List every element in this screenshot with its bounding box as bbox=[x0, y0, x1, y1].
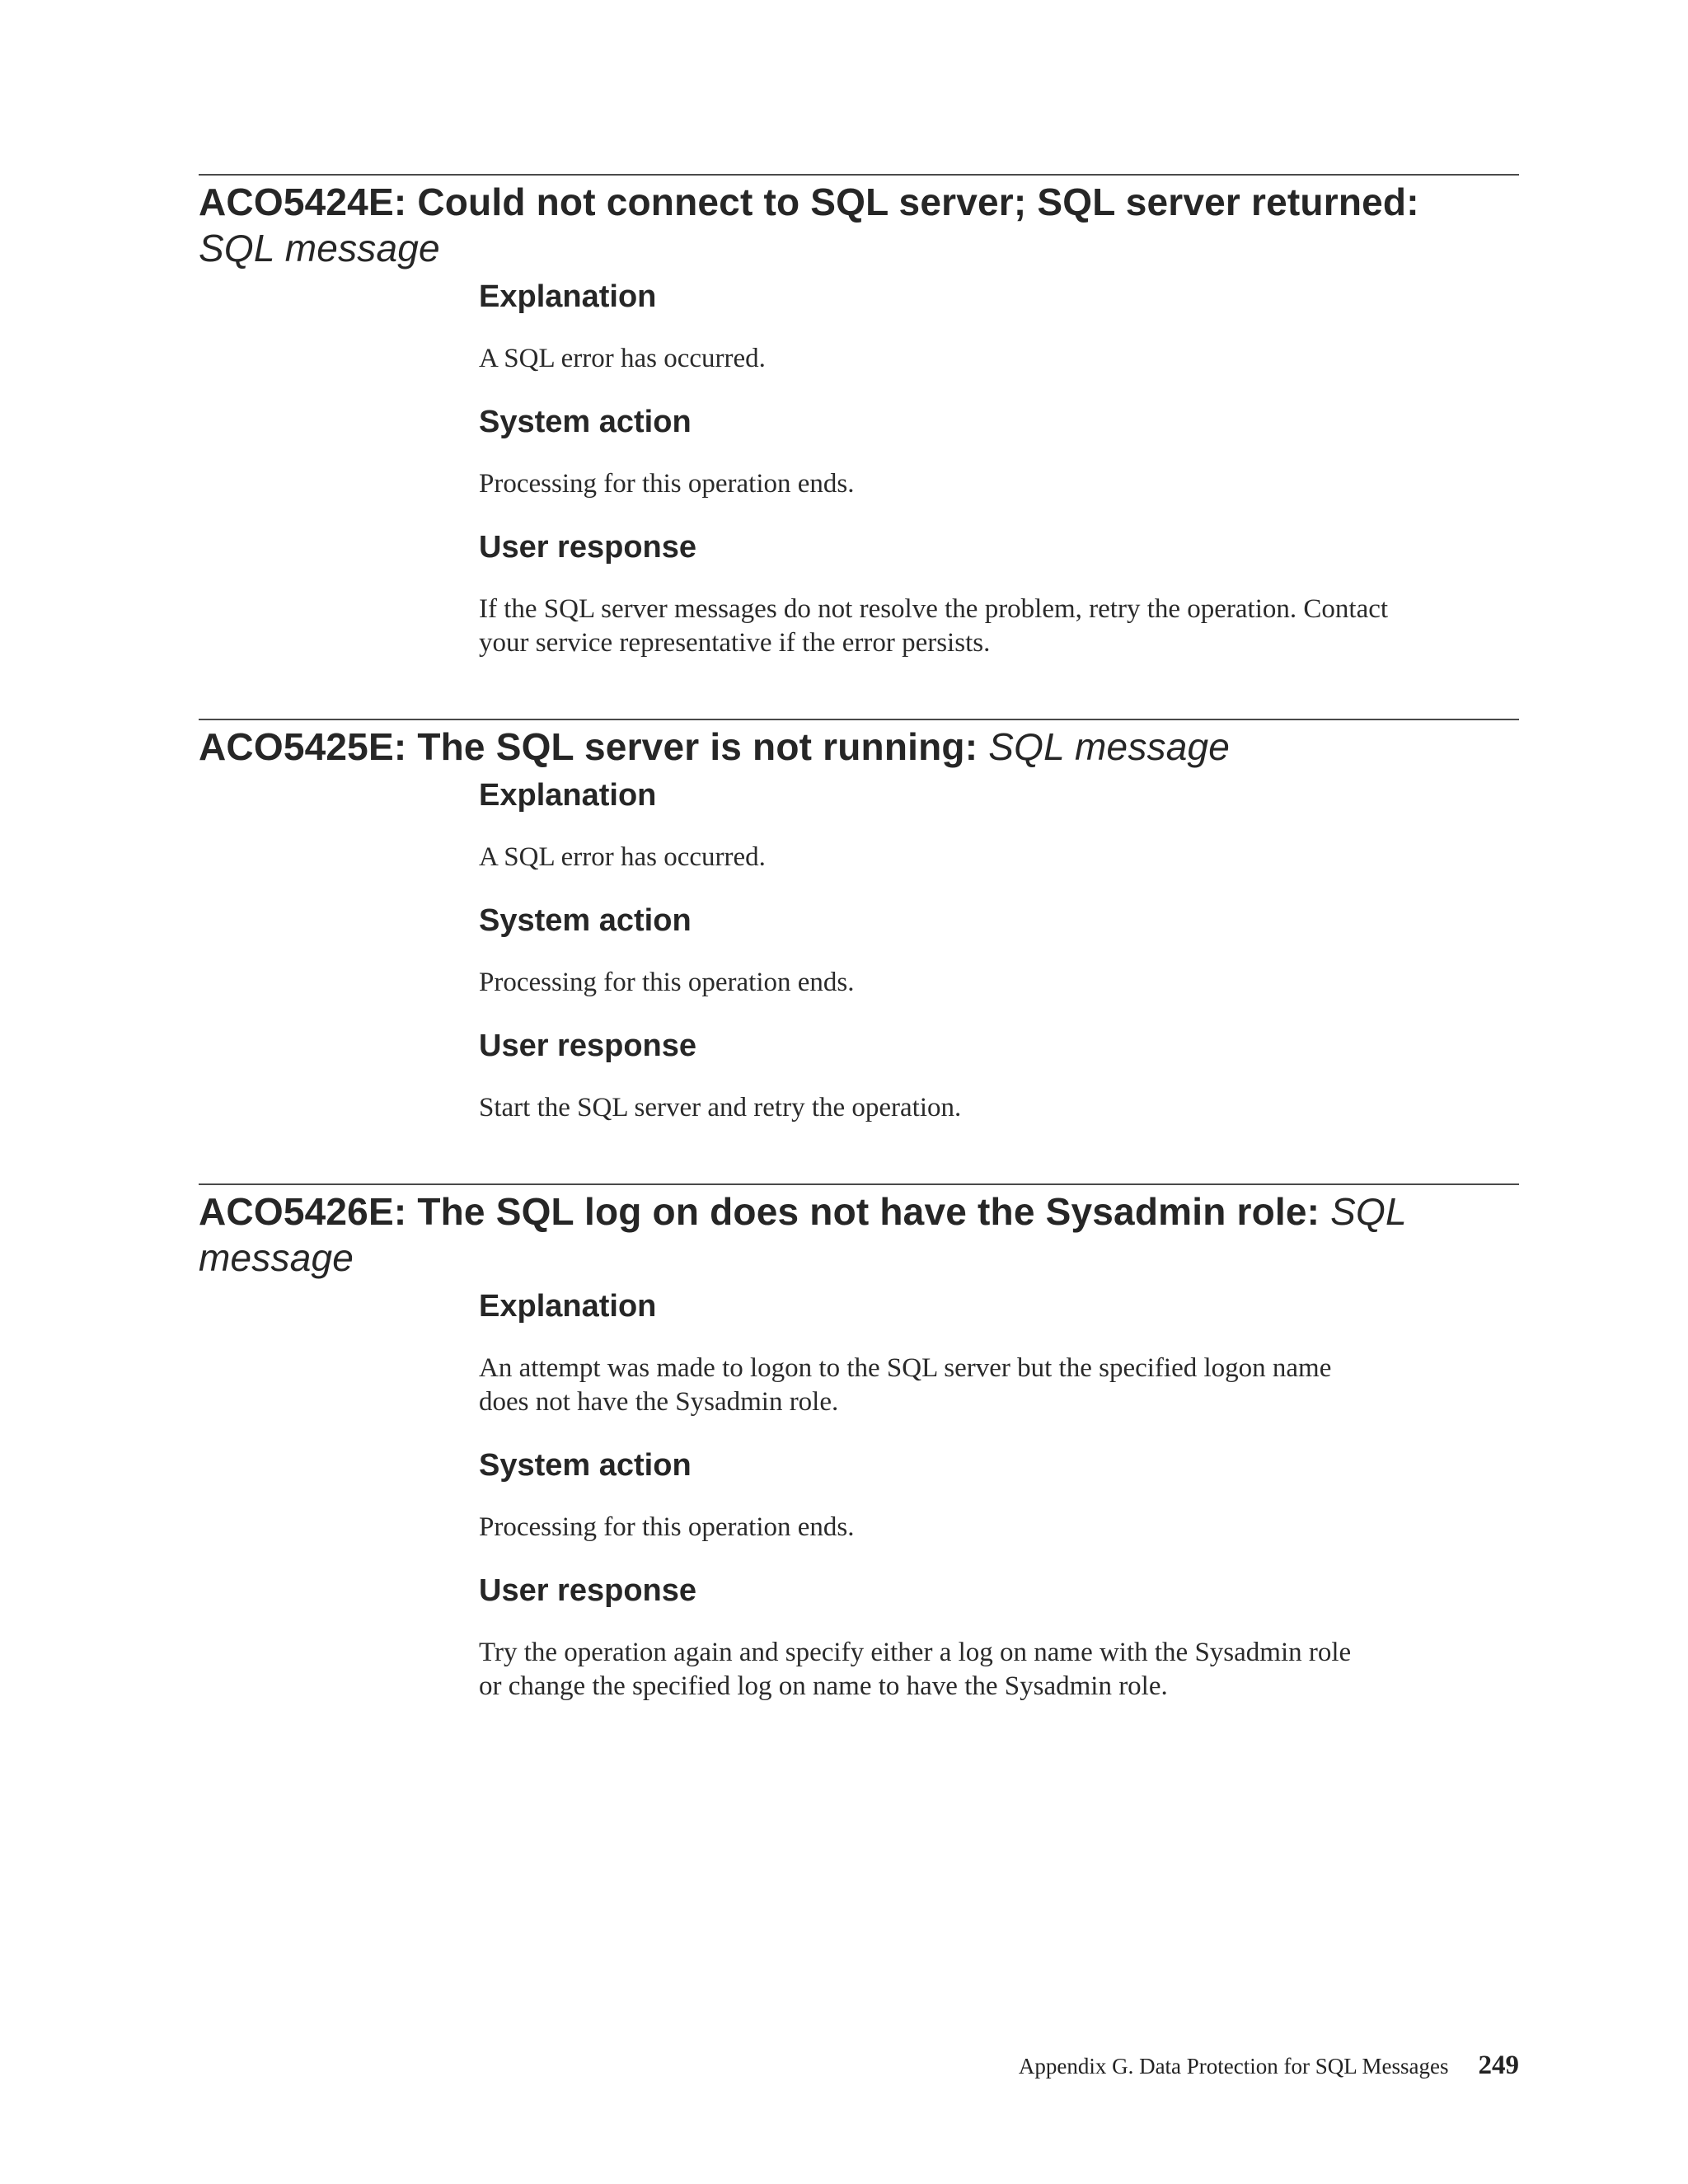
section-divider bbox=[199, 719, 1519, 720]
message-code-title: ACO5426E: The SQL log on does not have the Sysadmin role: bbox=[199, 1190, 1320, 1233]
message-code-title: ACO5425E: The SQL server is not running: bbox=[199, 725, 978, 768]
page-footer bbox=[1019, 2050, 1519, 2081]
user-response-text: Start the SQL server and retry the operation. bbox=[479, 1093, 962, 1122]
section-divider bbox=[199, 1183, 1519, 1185]
explanation-text: A SQL error has occurred. bbox=[479, 344, 766, 373]
system-action-heading: System action bbox=[479, 1448, 692, 1483]
message-body bbox=[479, 776, 1519, 1125]
message-code-title: ACO5424E: Could not connect to SQL server; SQL server returned: bbox=[199, 180, 1419, 223]
message-title bbox=[199, 724, 1519, 770]
user-response-heading: User response bbox=[479, 1029, 697, 1063]
message-aco5424e bbox=[199, 174, 1519, 660]
user-response-text bbox=[479, 1636, 1519, 1704]
explanation-heading: Explanation bbox=[479, 1289, 657, 1324]
system-action-text: Processing for this operation ends. bbox=[479, 968, 855, 997]
explanation-line: does not have the Sysadmin role. bbox=[479, 1387, 839, 1417]
explanation-text: A SQL error has occurred. bbox=[479, 842, 766, 872]
user-response-line: If the SQL server messages do not resolve the problem, retry the operation. Contact bbox=[479, 594, 1389, 624]
message-aco5425e bbox=[199, 719, 1519, 1125]
message-variable: SQL bbox=[1330, 1190, 1407, 1233]
message-variable: SQL message bbox=[199, 227, 440, 269]
message-aco5426e bbox=[199, 1183, 1519, 1704]
system-action-heading: System action bbox=[479, 903, 692, 938]
user-response-heading: User response bbox=[479, 1573, 697, 1608]
message-body bbox=[479, 278, 1519, 660]
explanation-line: An attempt was made to logon to the SQL server but the specified logon name bbox=[479, 1353, 1332, 1383]
page-number: 249 bbox=[1478, 2050, 1519, 2080]
message-variable: SQL message bbox=[988, 725, 1231, 768]
user-response-text bbox=[479, 593, 1519, 660]
explanation-heading: Explanation bbox=[479, 778, 657, 813]
explanation-text bbox=[479, 1352, 1519, 1419]
message-title bbox=[199, 179, 1519, 271]
message-title bbox=[199, 1188, 1519, 1281]
system-action-text: Processing for this operation ends. bbox=[479, 1512, 855, 1542]
explanation-heading: Explanation bbox=[479, 279, 657, 314]
message-body bbox=[479, 1287, 1519, 1704]
user-response-line: your service representative if the error persists. bbox=[479, 628, 991, 658]
system-action-text: Processing for this operation ends. bbox=[479, 469, 855, 499]
message-variable: message bbox=[199, 1236, 354, 1279]
user-response-heading: User response bbox=[479, 530, 697, 565]
footer-label: Appendix G. Data Protection for SQL Messages bbox=[1018, 2054, 1449, 2079]
user-response-line: or change the specified log on name to have the Sysadmin role. bbox=[479, 1671, 1168, 1701]
system-action-heading: System action bbox=[479, 405, 692, 439]
section-divider bbox=[199, 174, 1519, 176]
user-response-line: Try the operation again and specify either a log on name with the Sysadmin role bbox=[479, 1638, 1352, 1667]
